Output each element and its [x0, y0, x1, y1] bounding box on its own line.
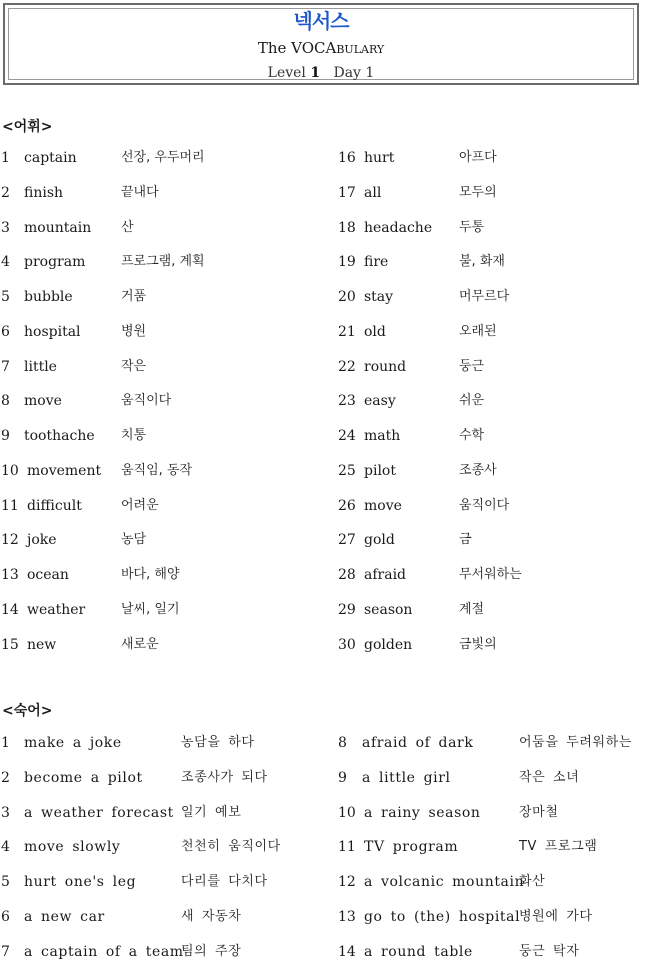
- vocab-number: 25: [338, 462, 356, 479]
- vocab-word: hospital: [24, 323, 81, 340]
- vocab-number: 11: [1, 497, 19, 514]
- idiom-phrase: make a joke: [24, 735, 122, 751]
- vocab-item: [0, 323, 650, 341]
- vocab-word: headache: [364, 219, 433, 236]
- idiom-meaning: 천천히 움직이다: [181, 839, 281, 855]
- header-box: [3, 3, 639, 85]
- idiom-phrase: afraid of dark: [362, 735, 474, 751]
- idiom-phrase: a captain of a team: [24, 943, 184, 960]
- vocab-number: 29: [338, 601, 356, 618]
- vocab-number: 4: [1, 254, 10, 271]
- vocab-meaning: 끝내다: [121, 184, 159, 200]
- vocab-number: 30: [338, 636, 356, 653]
- vocab-word: bubble: [24, 289, 73, 305]
- vocab-word: weather: [27, 601, 86, 618]
- vocab-word: old: [364, 323, 386, 340]
- vocab-item: [0, 392, 650, 410]
- vocab-word: easy: [364, 393, 396, 410]
- book-title: [5, 39, 637, 59]
- vocab-number: 1: [1, 150, 10, 166]
- idiom-phrase: hurt one's leg: [24, 874, 137, 890]
- vocab-number: 7: [1, 358, 10, 375]
- vocab-item: [0, 636, 650, 654]
- vocab-item: [0, 566, 650, 584]
- vocab-meaning: 작은: [121, 358, 147, 374]
- vocab-number: 5: [1, 289, 10, 305]
- vocab-item: [0, 219, 650, 237]
- idiom-meaning: TV 프로그램: [519, 839, 598, 855]
- vocab-meaning: 프로그램, 계획: [121, 254, 205, 270]
- idiom-number: 2: [1, 769, 10, 786]
- vocab-word: program: [24, 254, 86, 271]
- vocab-number: 14: [1, 601, 19, 618]
- idiom-meaning: 화산: [519, 874, 546, 889]
- idiom-meaning: 작은 소녀: [519, 769, 580, 785]
- vocab-number: 21: [338, 323, 356, 340]
- vocab-number: 12: [1, 532, 19, 549]
- vocab-meaning: 날씨, 일기: [121, 601, 180, 617]
- idiom-meaning: 농담을 하다: [181, 735, 255, 750]
- vocab-meaning: 둥근: [459, 358, 485, 374]
- vocab-meaning: 무서워하는: [459, 567, 522, 582]
- vocab-number: 22: [338, 358, 356, 375]
- publisher-logo: 넥서스: [293, 9, 349, 33]
- vocab-meaning: 쉬운: [459, 393, 485, 409]
- title-suffix: BULARY: [336, 43, 385, 56]
- idiom-number: 4: [1, 839, 10, 856]
- vocab-number: 13: [1, 567, 19, 583]
- idiom-item: [0, 734, 650, 752]
- vocab-word: all: [364, 184, 382, 201]
- vocab-meaning: 거품: [121, 289, 147, 304]
- vocab-word: movement: [27, 462, 102, 479]
- vocab-word: mountain: [24, 219, 92, 236]
- idiom-phrase: TV program: [364, 839, 459, 856]
- vocab-word: new: [27, 636, 57, 653]
- vocab-meaning: 농담: [121, 532, 147, 548]
- vocab-number: 27: [338, 532, 356, 549]
- vocab-item: [0, 462, 650, 480]
- vocab-item: [0, 497, 650, 515]
- idiom-phrase: a volcanic mountain: [364, 874, 525, 890]
- vocab-item: [0, 184, 650, 202]
- vocab-number: 24: [338, 428, 356, 444]
- idiom-item: [0, 943, 650, 961]
- vocab-word: move: [24, 393, 62, 410]
- vocab-meaning: 어려운: [121, 497, 159, 513]
- idiom-number: 5: [1, 874, 10, 890]
- vocab-word: stay: [364, 289, 394, 305]
- idiom-number: 9: [338, 769, 347, 786]
- idiom-number: 11: [338, 839, 356, 856]
- vocab-word: toothache: [24, 428, 95, 444]
- vocab-meaning: 불, 화재: [459, 254, 505, 270]
- vocab-word: afraid: [364, 567, 407, 583]
- vocab-meaning: 오래된: [459, 323, 497, 339]
- day-label: Day 1: [333, 65, 375, 81]
- idiom-number: 3: [1, 804, 10, 821]
- idiom-item: [0, 908, 650, 926]
- idiom-number: 13: [338, 908, 356, 925]
- idiom-number: 14: [338, 943, 356, 960]
- vocab-meaning: 두통: [459, 219, 485, 235]
- vocab-number: 19: [338, 254, 356, 271]
- idiom-meaning: 어둠을 두려워하는: [519, 735, 632, 750]
- idiom-item: [0, 769, 650, 787]
- vocab-number: 23: [338, 393, 356, 410]
- vocab-meaning: 금빛의: [459, 636, 497, 652]
- vocab-heading: <어휘>: [2, 119, 53, 135]
- idiom-number: 10: [338, 804, 356, 821]
- vocab-word: math: [364, 428, 401, 444]
- vocab-meaning: 선장, 우두머리: [121, 150, 205, 165]
- vocab-word: fire: [364, 254, 389, 271]
- idiom-phrase: a new car: [24, 908, 105, 925]
- idiom-meaning: 병원에 가다: [519, 908, 593, 924]
- idiom-meaning: 조종사가 되다: [181, 769, 268, 785]
- vocab-word: round: [364, 358, 407, 375]
- vocab-word: season: [364, 601, 413, 618]
- vocab-item: [0, 427, 650, 445]
- vocab-number: 17: [338, 184, 356, 201]
- idiom-meaning: 둥근 탁자: [519, 943, 580, 959]
- idiom-meaning: 팀의 주장: [181, 943, 242, 959]
- vocab-item: [0, 149, 650, 167]
- vocab-number: 6: [1, 323, 10, 340]
- idiom-phrase: a little girl: [362, 769, 451, 786]
- vocab-meaning: 금: [459, 532, 472, 548]
- idiom-phrase: a weather forecast: [24, 804, 174, 821]
- vocab-number: 28: [338, 567, 356, 583]
- vocab-word: ocean: [27, 567, 69, 583]
- vocab-meaning: 조종사: [459, 462, 497, 478]
- vocab-word: finish: [24, 184, 64, 201]
- vocab-number: 2: [1, 184, 10, 201]
- vocab-word: pilot: [364, 462, 396, 479]
- idiom-meaning: 일기 예보: [181, 804, 242, 820]
- vocab-number: 8: [1, 393, 10, 410]
- idiom-phrase: become a pilot: [24, 769, 143, 786]
- vocab-item: [0, 531, 650, 549]
- title-prefix: The VOCA: [257, 39, 337, 57]
- idiom-phrase: a round table: [364, 943, 473, 960]
- idiom-number: 1: [1, 735, 10, 751]
- vocab-meaning: 움직이다: [459, 497, 510, 513]
- vocab-number: 9: [1, 428, 10, 444]
- vocab-number: 26: [338, 497, 356, 514]
- vocab-meaning: 수학: [459, 428, 485, 443]
- idiom-heading: <숙어>: [2, 703, 53, 719]
- vocab-meaning: 계절: [459, 601, 485, 617]
- vocab-item: [0, 358, 650, 376]
- vocab-word: golden: [364, 636, 413, 653]
- vocab-number: 10: [1, 462, 19, 479]
- vocab-word: difficult: [27, 497, 82, 514]
- vocab-word: little: [24, 358, 57, 375]
- vocab-meaning: 새로운: [121, 636, 159, 652]
- vocab-item: [0, 253, 650, 271]
- vocab-word: hurt: [364, 150, 395, 166]
- idiom-meaning: 장마철: [519, 804, 559, 820]
- vocab-meaning: 머무르다: [459, 289, 510, 304]
- vocab-meaning: 치통: [121, 428, 147, 443]
- idiom-phrase: go to (the) hospital: [364, 908, 521, 925]
- vocab-number: 3: [1, 219, 10, 236]
- vocab-word: joke: [27, 532, 57, 549]
- idiom-item: [0, 804, 650, 822]
- vocab-number: 18: [338, 219, 356, 236]
- level-label: Level: [267, 65, 306, 81]
- vocab-word: gold: [364, 532, 395, 549]
- vocab-meaning: 병원: [121, 323, 147, 339]
- vocab-meaning: 움직임, 동작: [121, 462, 193, 478]
- vocab-meaning: 산: [121, 219, 134, 235]
- level-number: 1: [310, 65, 321, 81]
- idiom-number: 6: [1, 908, 10, 925]
- vocab-number: 15: [1, 636, 19, 653]
- idiom-number: 7: [1, 943, 10, 960]
- vocab-meaning: 바다, 해양: [121, 567, 180, 582]
- vocab-meaning: 모두의: [459, 184, 497, 200]
- vocab-meaning: 아프다: [459, 150, 497, 165]
- vocab-number: 16: [338, 150, 356, 166]
- idiom-meaning: 다리를 다치다: [181, 874, 268, 889]
- vocab-meaning: 움직이다: [121, 393, 172, 409]
- idiom-meaning: 새 자동차: [181, 908, 242, 924]
- idiom-item: [0, 873, 650, 891]
- vocab-word: captain: [24, 150, 77, 166]
- vocab-item: [0, 601, 650, 619]
- idiom-phrase: move slowly: [24, 839, 121, 856]
- level-day-line: [5, 64, 637, 82]
- idiom-item: [0, 838, 650, 856]
- vocab-item: [0, 288, 650, 306]
- idiom-number: 8: [338, 735, 347, 751]
- vocab-word: move: [364, 497, 402, 514]
- idiom-number: 12: [338, 874, 356, 890]
- idiom-phrase: a rainy season: [364, 804, 481, 821]
- vocab-number: 20: [338, 289, 356, 305]
